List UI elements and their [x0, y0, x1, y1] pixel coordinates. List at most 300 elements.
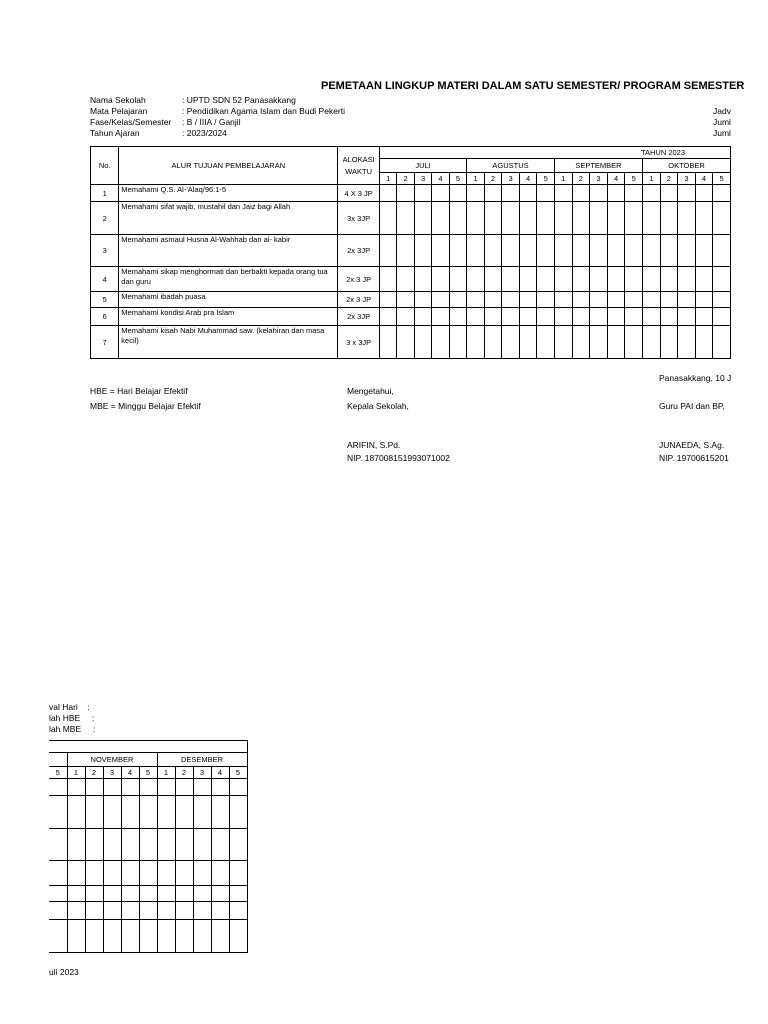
week-cell — [643, 292, 661, 308]
week-cell — [572, 267, 590, 292]
week-cell — [449, 235, 466, 267]
week-cell — [157, 829, 175, 861]
week-cell — [695, 267, 713, 292]
week-cell — [175, 886, 193, 902]
week-cell — [660, 202, 678, 235]
week-cell — [397, 185, 414, 202]
week-cell — [449, 292, 466, 308]
week-cell — [660, 308, 678, 326]
week-cell — [695, 308, 713, 326]
week-number: 1 — [643, 173, 661, 185]
week-cell — [67, 779, 85, 796]
week-cell — [467, 202, 485, 235]
week-number: 1 — [379, 173, 396, 185]
week-cell — [537, 202, 555, 235]
right-info: Jadv Juml Juml — [713, 106, 731, 138]
table-row — [91, 185, 731, 202]
week-number: 4 — [695, 173, 713, 185]
week-cell — [193, 779, 211, 796]
header-no: No. — [91, 147, 119, 185]
week-cell — [643, 185, 661, 202]
week-cell — [713, 308, 731, 326]
week-cell — [103, 886, 121, 902]
week-cell — [139, 829, 157, 861]
info-row: Fase/Kelas/Semester : B / IIIA / Ganjil — [90, 117, 241, 127]
week-cell — [590, 202, 608, 235]
week-number: 2 — [397, 173, 414, 185]
table-page-1-clip — [0, 0, 731, 400]
week-cell — [537, 235, 555, 267]
week-cell — [643, 326, 661, 359]
week-cell — [449, 267, 466, 292]
table-row — [49, 861, 247, 886]
week-number: 3 — [590, 173, 608, 185]
week-cell — [502, 267, 520, 292]
week-cell — [157, 779, 175, 796]
week-cell — [211, 829, 229, 861]
guru-nip: NIP. 19700615201 — [659, 453, 729, 463]
week-cell — [554, 267, 572, 292]
week-number: 4 — [121, 767, 139, 779]
week-cell — [449, 185, 466, 202]
week-cell — [432, 326, 449, 359]
row-alokasi: 3 x 3JP — [338, 326, 380, 359]
row-alur: Memahami Q.S. Al-'Alaq/96:1-5 — [119, 185, 338, 202]
week-cell — [379, 185, 396, 202]
week-cell — [660, 326, 678, 359]
week-cell — [414, 267, 431, 292]
page-title: PEMETAAN LINGKUP MATERI DALAM SATU SEMESTER/ PROGRAM SEMESTER — [321, 80, 745, 92]
week-cell — [519, 326, 537, 359]
week-cell — [467, 185, 485, 202]
week-cell — [432, 308, 449, 326]
week-number: 1 — [157, 767, 175, 779]
week-cell — [229, 779, 247, 796]
week-cell — [103, 902, 121, 920]
week-number: 4 — [432, 173, 449, 185]
week-cell — [211, 796, 229, 829]
week-cell — [625, 292, 643, 308]
week-cell — [432, 292, 449, 308]
week-cell — [49, 796, 67, 829]
row-no: 7 — [91, 326, 119, 359]
week-cell — [432, 235, 449, 267]
week-cell — [397, 308, 414, 326]
table-row — [91, 235, 731, 267]
row-alur: Memahami asmaul Husna Al-Wahhab dan al- kabir — [119, 235, 338, 267]
row-alur: Memahami kisah Nabi Muhammad saw. (kelahiran dan masa kecil) — [119, 326, 338, 359]
table-row — [49, 902, 247, 920]
week-number: 2 — [175, 767, 193, 779]
week-cell — [229, 886, 247, 902]
week-cell — [554, 292, 572, 308]
row-alokasi: 2x 3JP — [338, 308, 380, 326]
week-cell — [449, 202, 466, 235]
row-alokasi: 2x 3JP — [338, 235, 380, 267]
week-cell — [193, 796, 211, 829]
table-row — [91, 326, 731, 359]
week-cell — [537, 267, 555, 292]
table-row — [91, 292, 731, 308]
week-cell — [397, 235, 414, 267]
week-cell — [414, 185, 431, 202]
week-cell — [229, 829, 247, 861]
week-cell — [713, 235, 731, 267]
week-cell — [607, 267, 625, 292]
week-cell — [229, 920, 247, 953]
table-row — [49, 779, 247, 796]
week-cell — [67, 902, 85, 920]
place-date-continued: uli 2023 — [49, 967, 79, 977]
kepala-sekolah-name: ARIFIN, S.Pd. — [347, 440, 401, 450]
week-cell — [502, 326, 520, 359]
week-cell — [590, 326, 608, 359]
week-cell — [121, 902, 139, 920]
week-number: 4 — [211, 767, 229, 779]
week-number: 2 — [85, 767, 103, 779]
week-number: 5 — [537, 173, 555, 185]
week-cell — [157, 886, 175, 902]
week-cell — [175, 796, 193, 829]
week-cell — [103, 829, 121, 861]
month-oktober: OKTOBER — [643, 159, 731, 173]
week-cell — [432, 267, 449, 292]
week-cell — [85, 902, 103, 920]
week-cell — [678, 202, 696, 235]
week-number: 3 — [193, 767, 211, 779]
week-cell — [678, 308, 696, 326]
week-cell — [484, 292, 502, 308]
week-cell — [713, 267, 731, 292]
week-cell — [554, 326, 572, 359]
week-cell — [379, 267, 396, 292]
week-cell — [572, 185, 590, 202]
week-cell — [572, 308, 590, 326]
week-cell — [643, 267, 661, 292]
week-cell — [625, 185, 643, 202]
table-row — [91, 308, 731, 326]
week-cell — [695, 185, 713, 202]
week-number: 3 — [502, 173, 520, 185]
week-cell — [379, 292, 396, 308]
week-cell — [502, 202, 520, 235]
week-cell — [49, 779, 67, 796]
header-alokasi: ALOKASI WAKTU — [338, 147, 380, 185]
week-cell — [49, 920, 67, 953]
week-cell — [713, 292, 731, 308]
week-number: 3 — [103, 767, 121, 779]
week-cell — [379, 308, 396, 326]
week-cell — [229, 861, 247, 886]
week-cell — [678, 267, 696, 292]
week-cell — [590, 185, 608, 202]
week-cell — [502, 292, 520, 308]
week-cell — [660, 292, 678, 308]
week-number: 2 — [660, 173, 678, 185]
week-cell — [713, 202, 731, 235]
week-cell — [121, 861, 139, 886]
header-year-continued — [49, 741, 247, 753]
month-desember: DESEMBER — [157, 753, 247, 767]
month-agustus: AGUSTUS — [467, 159, 555, 173]
week-cell — [678, 292, 696, 308]
header-alur: ALUR TUJUAN PEMBELAJARAN — [119, 147, 338, 185]
week-cell — [193, 829, 211, 861]
week-cell — [85, 920, 103, 953]
week-cell — [519, 308, 537, 326]
row-no: 5 — [91, 292, 119, 308]
week-cell — [67, 796, 85, 829]
week-cell — [211, 886, 229, 902]
week-cell — [537, 185, 555, 202]
week-cell — [193, 861, 211, 886]
week-cell — [175, 920, 193, 953]
week-cell — [554, 308, 572, 326]
row-alokasi: 2x 3 JP — [338, 267, 380, 292]
week-cell — [625, 326, 643, 359]
week-cell — [67, 920, 85, 953]
week-cell — [467, 267, 485, 292]
week-cell — [467, 308, 485, 326]
week-cell — [397, 202, 414, 235]
week-cell — [193, 920, 211, 953]
week-cell — [572, 202, 590, 235]
mbe-legend: MBE = Minggu Belajar Efektif — [90, 401, 201, 411]
week-cell — [660, 267, 678, 292]
week-number: 3 — [414, 173, 431, 185]
week-cell — [554, 235, 572, 267]
table-row — [91, 202, 731, 235]
row-alokasi: 4 X 3 JP — [338, 185, 380, 202]
week-cell — [537, 308, 555, 326]
week-cell — [414, 292, 431, 308]
header-year: TAHUN 2023 — [379, 147, 730, 159]
week-cell — [467, 235, 485, 267]
week-cell — [643, 235, 661, 267]
week-cell — [139, 902, 157, 920]
week-cell — [121, 829, 139, 861]
week-cell — [103, 796, 121, 829]
table-row — [49, 886, 247, 902]
row-alur: Memahami ibadah puasa — [119, 292, 338, 308]
week-cell — [175, 902, 193, 920]
week-cell — [502, 185, 520, 202]
week-cell — [660, 185, 678, 202]
week-cell — [379, 202, 396, 235]
week-cell — [85, 861, 103, 886]
week-cell — [695, 326, 713, 359]
week-cell — [607, 202, 625, 235]
week-number: 2 — [484, 173, 502, 185]
week-cell — [193, 886, 211, 902]
week-cell — [229, 796, 247, 829]
week-number: 5 — [49, 767, 67, 779]
week-number: 5 — [713, 173, 731, 185]
week-cell — [484, 202, 502, 235]
info-row: Tahun Ajaran : 2023/2024 — [90, 128, 227, 138]
kepala-sekolah-nip: NIP. 187008151993071002 — [347, 453, 450, 463]
week-cell — [484, 326, 502, 359]
week-cell — [643, 202, 661, 235]
week-cell — [121, 796, 139, 829]
info-row: Nama Sekolah : UPTD SDN 52 Panasakkang — [90, 95, 296, 105]
week-cell — [695, 292, 713, 308]
week-cell — [85, 779, 103, 796]
week-cell — [484, 308, 502, 326]
week-cell — [713, 185, 731, 202]
week-cell — [175, 779, 193, 796]
week-cell — [49, 861, 67, 886]
week-cell — [414, 235, 431, 267]
row-alur: Memahami sifat wajib, mustahil dan Jaiz bagi Allah — [119, 202, 338, 235]
week-cell — [432, 185, 449, 202]
week-cell — [590, 308, 608, 326]
week-cell — [414, 202, 431, 235]
week-number: 5 — [449, 173, 466, 185]
week-cell — [625, 308, 643, 326]
week-cell — [625, 202, 643, 235]
row-no: 2 — [91, 202, 119, 235]
week-cell — [607, 292, 625, 308]
row-alur: Memahami kondisi Arab pra Islam — [119, 308, 338, 326]
week-number: 4 — [519, 173, 537, 185]
right-signature — [659, 373, 731, 473]
week-cell — [607, 308, 625, 326]
week-cell — [554, 185, 572, 202]
row-no: 1 — [91, 185, 119, 202]
week-cell — [397, 326, 414, 359]
week-cell — [695, 202, 713, 235]
week-cell — [397, 292, 414, 308]
week-cell — [157, 902, 175, 920]
week-cell — [67, 829, 85, 861]
week-cell — [157, 861, 175, 886]
week-cell — [211, 779, 229, 796]
week-cell — [449, 326, 466, 359]
week-cell — [607, 235, 625, 267]
week-cell — [590, 235, 608, 267]
table-row — [49, 920, 247, 953]
program-semester-table — [90, 146, 731, 359]
week-cell — [121, 920, 139, 953]
week-cell — [484, 185, 502, 202]
week-cell — [49, 829, 67, 861]
week-number: 5 — [625, 173, 643, 185]
week-cell — [175, 861, 193, 886]
program-semester-table-continued — [49, 740, 248, 953]
week-cell — [139, 779, 157, 796]
row-alokasi: 2x 3 JP — [338, 292, 380, 308]
week-cell — [484, 235, 502, 267]
week-cell — [432, 202, 449, 235]
week-cell — [49, 886, 67, 902]
week-cell — [139, 796, 157, 829]
week-cell — [537, 326, 555, 359]
week-cell — [211, 861, 229, 886]
week-cell — [607, 185, 625, 202]
week-cell — [414, 326, 431, 359]
week-cell — [554, 202, 572, 235]
week-cell — [502, 235, 520, 267]
week-number: 5 — [139, 767, 157, 779]
week-cell — [49, 902, 67, 920]
week-cell — [157, 920, 175, 953]
week-cell — [211, 920, 229, 953]
week-cell — [590, 267, 608, 292]
week-cell — [625, 235, 643, 267]
week-cell — [607, 326, 625, 359]
week-cell — [572, 326, 590, 359]
week-cell — [660, 235, 678, 267]
hbe-legend: HBE = Hari Belajar Efektif — [90, 386, 188, 396]
week-cell — [449, 308, 466, 326]
row-no: 3 — [91, 235, 119, 267]
week-number: 3 — [678, 173, 696, 185]
week-number: 1 — [67, 767, 85, 779]
week-cell — [121, 779, 139, 796]
week-cell — [572, 235, 590, 267]
week-cell — [695, 235, 713, 267]
info-row: Mata Pelajaran : Pendidikan Agama Islam dan Budi Pekerti — [90, 106, 346, 116]
week-cell — [397, 267, 414, 292]
guru-label: Guru PAI dan BP, — [659, 401, 725, 411]
week-cell — [67, 886, 85, 902]
month-november: NOVEMBER — [67, 753, 157, 767]
mengetahui-label: Mengetahui, — [347, 386, 394, 396]
table-row — [49, 796, 247, 829]
week-number: 2 — [572, 173, 590, 185]
month-juli: JULI — [379, 159, 466, 173]
week-number: 1 — [467, 173, 485, 185]
right-info-continued: val Hari : lah HBE : lah MBE : — [49, 702, 96, 734]
month-september: SEPTEMBER — [554, 159, 642, 173]
week-cell — [67, 861, 85, 886]
week-cell — [519, 202, 537, 235]
week-cell — [379, 326, 396, 359]
week-cell — [379, 235, 396, 267]
week-cell — [502, 308, 520, 326]
week-cell — [103, 920, 121, 953]
week-cell — [85, 829, 103, 861]
table-row — [91, 267, 731, 292]
week-cell — [139, 861, 157, 886]
week-cell — [139, 920, 157, 953]
week-cell — [85, 886, 103, 902]
week-cell — [139, 886, 157, 902]
week-cell — [537, 292, 555, 308]
row-alokasi: 3x 3JP — [338, 202, 380, 235]
week-cell — [678, 326, 696, 359]
week-cell — [519, 185, 537, 202]
place-date: Panasakkang, 10 J — [659, 373, 731, 383]
week-cell — [678, 185, 696, 202]
week-cell — [590, 292, 608, 308]
weeks-row — [49, 767, 247, 779]
week-cell — [519, 292, 537, 308]
week-cell — [519, 267, 537, 292]
week-number: 5 — [229, 767, 247, 779]
week-cell — [103, 779, 121, 796]
row-alur: Memahami sikap menghormati dan berbakti kepada orang tua dan guru — [119, 267, 338, 292]
table-row — [49, 829, 247, 861]
week-cell — [414, 308, 431, 326]
week-cell — [467, 292, 485, 308]
week-cell — [643, 308, 661, 326]
week-cell — [229, 902, 247, 920]
row-no: 4 — [91, 267, 119, 292]
row-no: 6 — [91, 308, 119, 326]
week-cell — [121, 886, 139, 902]
